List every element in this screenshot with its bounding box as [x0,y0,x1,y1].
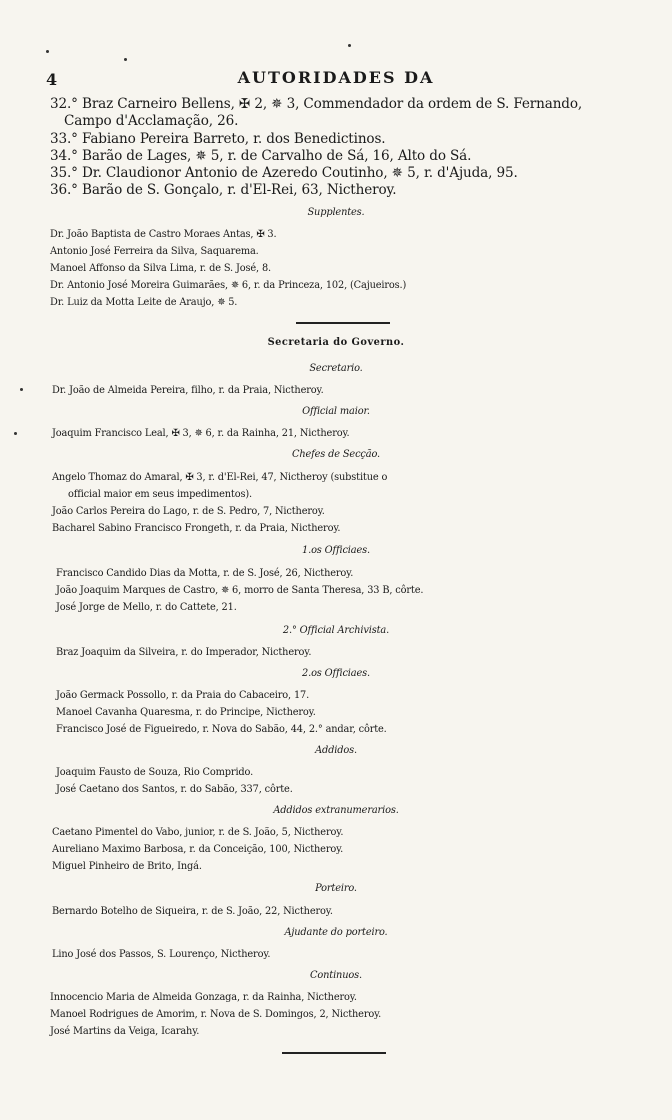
list-item: Campo d'Acclamação, 26. [64,113,239,129]
list-item: Manoel Rodrigues de Amorim, r. Nova de S. Domingos, 2, Nictheroy. [50,1009,382,1020]
list-item: José Martins da Veiga, Icarahy. [50,1026,200,1037]
list-item: Dr. Antonio José Moreira Guimarães, ✵ 6, r. da Princeza, 102, (Cajueiros.) [50,280,407,291]
list-item: José Jorge de Mello, r. do Cattete, 21. [56,602,237,613]
list-item: Dr. João de Almeida Pereira, filho, r. da Praia, Nictheroy. [52,385,324,396]
section-divider [296,322,390,324]
heading-primeiros-officiaes: 1.os Officiaes. [302,545,370,556]
list-item: Joaquim Francisco Leal, ✠ 3, ✵ 6, r. da Rainha, 21, Nictheroy. [52,428,350,439]
list-item: Aureliano Maximo Barbosa, r. da Conceição, 100, Nictheroy. [52,844,344,855]
list-item: Miguel Pinheiro de Brito, Ingá. [52,861,202,872]
list-item: Innocencio Maria de Almeida Gonzaga, r. da Rainha, Nictheroy. [50,992,357,1003]
list-item: José Caetano dos Santos, r. do Sabão, 337, côrte. [56,784,293,795]
print-speck [46,50,49,53]
list-item: official maior em seus impedimentos). [68,489,252,500]
print-speck [348,44,351,47]
list-item: João Carlos Pereira do Lago, r. de S. Pedro, 7, Nictheroy. [52,506,325,517]
heading-continuos: Continuos. [310,970,362,981]
list-item: Manoel Cavanha Quaresma, r. do Principe, Nictheroy. [56,707,316,718]
heading-secretario: Secretario. [309,363,363,374]
heading-chefes: Chefes de Secção. [292,449,380,460]
list-item: Francisco José de Figueiredo, r. Nova do Sabão, 44, 2.° andar, côrte. [56,724,387,735]
heading-archivista: 2.° Official Archivista. [282,625,390,636]
list-item: Bernardo Botelho de Siqueira, r. de S. João, 22, Nictheroy. [52,906,333,917]
section-divider [282,1052,386,1054]
list-item: 35.° Dr. Claudionor Antonio de Azeredo Coutinho, ✵ 5, r. d'Ajuda, 95. [50,165,518,181]
print-speck [124,58,127,61]
list-item: Dr. João Baptista de Castro Moraes Antas, ✠ 3. [50,229,277,240]
list-item: Joaquim Fausto de Souza, Rio Comprido. [56,767,254,778]
list-item: Bacharel Sabino Francisco Frongeth, r. da Praia, Nictheroy. [52,523,341,534]
list-item: João Joaquim Marques de Castro, ✵ 6, morro de Santa Theresa, 33 B, côrte. [56,585,424,596]
list-item: 34.° Barão de Lages, ✵ 5, r. de Carvalho de Sá, 16, Alto do Sá. [50,148,472,164]
list-item: Lino José dos Passos, S. Lourenço, Nictheroy. [52,949,271,960]
page-number: 4 [46,70,58,89]
heading-addidos-extranumerarios: Addidos extranumerarios. [273,805,399,816]
list-item: Francisco Candido Dias da Motta, r. de S. José, 26, Nictheroy. [56,568,354,579]
section-title-secretaria: Secretaria do Governo. [267,337,405,348]
list-item: 32.° Braz Carneiro Bellens, ✠ 2, ✵ 3, Commendador da ordem de S. Fernando, [50,96,583,112]
list-item: Braz Joaquim da Silveira, r. do Imperador, Nictheroy. [56,647,312,658]
heading-official-maior: Official maior. [302,406,370,417]
list-item: 33.° Fabiano Pereira Barreto, r. dos Benedictinos. [50,131,386,147]
heading-porteiro: Porteiro. [315,883,357,894]
heading-ajudante-porteiro: Ajudante do porteiro. [284,927,388,938]
list-item: João Germack Possollo, r. da Praia do Cabaceiro, 17. [56,690,310,701]
list-item: Angelo Thomaz do Amaral, ✠ 3, r. d'El-Rei, 47, Nictheroy (substitue o [52,472,388,483]
heading-segundos-officiaes: 2.os Officiaes. [302,668,370,679]
list-item: 36.° Barão de S. Gonçalo, r. d'El-Rei, 63, Nictheroy. [50,182,397,198]
page-title: AUTORIDADES DA [237,68,435,87]
heading-addidos: Addidos. [315,745,357,756]
list-item: Dr. Luiz da Motta Leite de Araujo, ✵ 5. [50,297,238,308]
list-item: Antonio José Ferreira da Silva, Saquarema. [50,246,259,257]
section-heading-supplentes: Supplentes. [307,207,365,218]
list-item: Manoel Affonso da Silva Lima, r. de S. José, 8. [50,263,272,274]
list-item: Caetano Pimentel do Vabo, junior, r. de S. João, 5, Nictheroy. [52,827,344,838]
